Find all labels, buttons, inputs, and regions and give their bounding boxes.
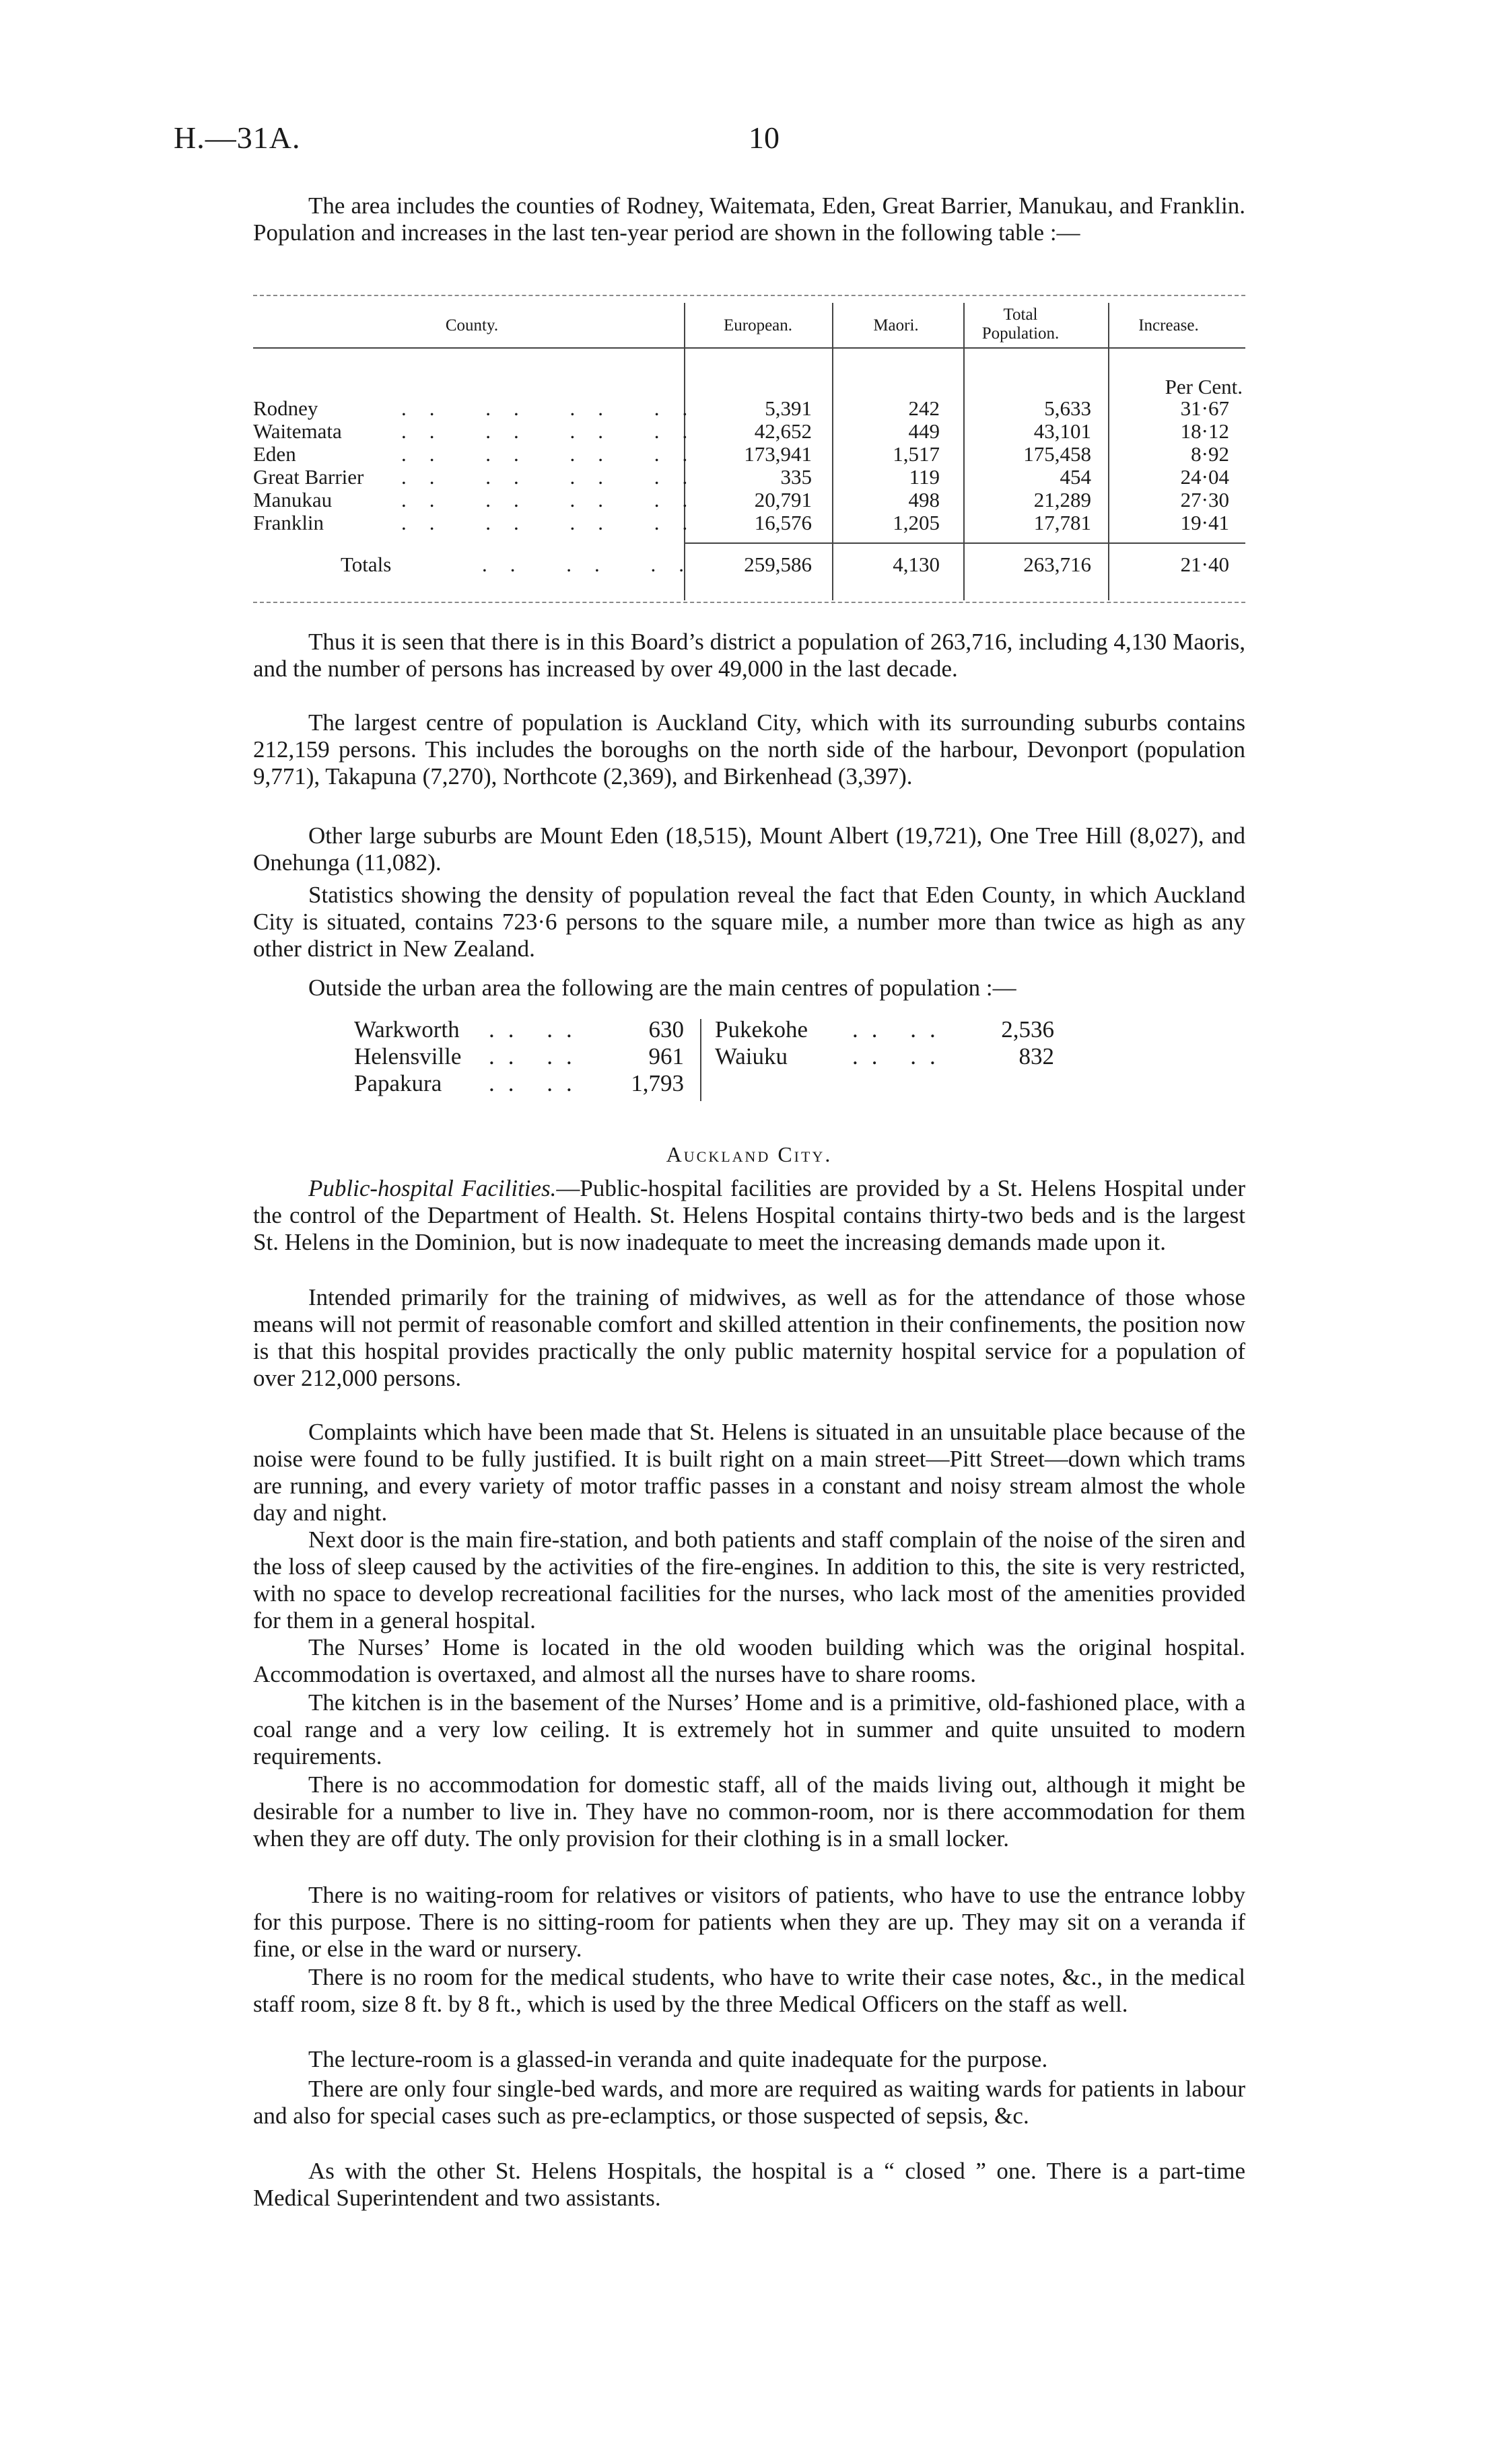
county-name: Waitemata xyxy=(253,419,342,443)
county-name: Manukau xyxy=(253,488,333,512)
paragraph-body: —Public-hospital facilities are provided by a St. Helens Hospital under the control of the Department of Health. St. Helens Hospital contains thirty-two beds and is the largest St. Helens in the Dominion, but is now inadequate to meet the increasing demands made upon it. xyxy=(253,1175,1245,1255)
page-number: 10 xyxy=(749,120,780,155)
maori-value: 119 xyxy=(909,465,940,489)
town-name: Papakura xyxy=(354,1070,442,1096)
section-title: Auckland City. xyxy=(666,1142,833,1166)
county-name: Eden xyxy=(253,442,296,466)
increase-value: 24·04 xyxy=(1180,465,1229,489)
county-name: Rodney xyxy=(253,396,318,420)
paragraph: There are only four single-bed wards, and more are required as waiting wards for patients in labour and also for special cases such as pre-eclamptics, or those suspected of sepsis, &c. xyxy=(253,2076,1245,2129)
leader-dots: .. .. .. xyxy=(482,553,707,576)
paragraph: There is no waiting-room for relatives or visitors of patients, who have to use the entrance lobby for this purpose. There is no sitting-room for patients when they are up. They may sit on a veranda if fine, or else in the ward or nursery. xyxy=(253,1882,1245,1962)
totals-total: 263,716 xyxy=(1023,553,1091,576)
table-top-rule xyxy=(253,295,1245,296)
paragraph: As with the other St. Helens Hospitals, the hospital is a “ closed ” one. There is a part-time Medical Superintendent and two assistants. xyxy=(253,2158,1245,2211)
european-value: 335 xyxy=(780,465,812,489)
column-divider xyxy=(700,1019,701,1101)
col-divider xyxy=(963,303,965,600)
leader-dots: .. .. .. .. xyxy=(401,396,711,420)
maori-value: 449 xyxy=(908,419,940,443)
col-header-maori: Maori. xyxy=(873,316,919,335)
paragraph: There is no room for the medical students, who have to write their case notes, &c., in the medical staff room, size 8 ft. by 8 ft., which is used by the three Medical Officers on the staff as well. xyxy=(253,1964,1245,2017)
total-value: 5,633 xyxy=(1044,396,1091,420)
maori-value: 1,517 xyxy=(893,442,940,466)
increase-value: 19·41 xyxy=(1180,511,1229,534)
total-value: 17,781 xyxy=(1033,511,1091,534)
leader-dots: .. .. xyxy=(852,1043,949,1069)
col-header-total: Total Population. xyxy=(981,306,1060,343)
european-value: 173,941 xyxy=(744,442,812,466)
paragraph: Intended primarily for the training of midwives, as well as for the attendance of those whose means will not permit of reasonable comfort and skilled attention in their confinements, the position now is that this hospital provides practically the only public maternity hospital service for a population of over 212,000 persons. xyxy=(253,1284,1245,1391)
paragraph: Outside the urban area the following are the main centres of population :— xyxy=(308,975,1016,1001)
paragraph-lead: Public-hospital Facilities. xyxy=(308,1175,557,1201)
town-population: 630 xyxy=(648,1016,684,1043)
col-header-european: European. xyxy=(723,316,793,335)
total-value: 454 xyxy=(1060,465,1091,489)
leader-dots: .. .. xyxy=(489,1070,586,1096)
leader-dots: .. .. xyxy=(489,1043,586,1069)
town-population: 1,793 xyxy=(631,1070,684,1096)
town-name: Warkworth xyxy=(354,1016,460,1043)
paragraph: Other large suburbs are Mount Eden (18,515), Mount Albert (19,721), One Tree Hill (8,027), and Onehunga (11,082). xyxy=(253,822,1245,876)
col-divider xyxy=(832,303,833,600)
leader-dots: .. .. xyxy=(489,1016,586,1043)
increase-unit: Per Cent. xyxy=(1165,375,1243,398)
leader-dots: .. .. xyxy=(852,1016,949,1043)
col-header-county: County. xyxy=(445,316,499,335)
total-value: 175,458 xyxy=(1023,442,1091,466)
totals-increase: 21·40 xyxy=(1180,553,1229,576)
maori-value: 1,205 xyxy=(893,511,940,534)
maori-value: 242 xyxy=(908,396,940,420)
paragraph xyxy=(253,1175,1245,1256)
european-value: 20,791 xyxy=(754,488,812,512)
col-divider xyxy=(1108,303,1109,600)
town-name: Waiuku xyxy=(715,1043,788,1069)
leader-dots: .. .. .. .. xyxy=(401,488,711,512)
county-population-table xyxy=(253,303,1245,600)
paragraph: Thus it is seen that there is in this Board’s district a population of 263,716, including 4,130 Maoris, and the number of persons has increased by over 49,000 in the last decade. xyxy=(253,629,1245,682)
leader-dots: .. .. .. .. xyxy=(401,442,711,466)
increase-value: 31·67 xyxy=(1180,396,1229,420)
town-population: 832 xyxy=(1018,1043,1054,1069)
leader-dots: .. .. .. .. xyxy=(401,465,711,489)
totals-maori: 4,130 xyxy=(893,553,940,576)
totals-label: Totals xyxy=(341,553,392,576)
town-population: 961 xyxy=(648,1043,684,1069)
paragraph: The lecture-room is a glassed-in veranda and quite inadequate for the purpose. xyxy=(308,2046,1048,2072)
paragraph: The largest centre of population is Auckland City, which with its surrounding suburbs contains 212,159 persons. This includes the boroughs on the north side of the harbour, Devonport (population 9,771), Takapuna (7,270), Northcote (2,369), and Birkenhead (3,397). xyxy=(253,709,1245,789)
paragraph: Statistics showing the density of population reveal the fact that Eden County, in which Auckland City is situated, contains 723·6 persons to the square mile, a number more than twice as high as any other district in New Zealand. xyxy=(253,882,1245,962)
maori-value: 498 xyxy=(908,488,940,512)
town-name: Pukekohe xyxy=(715,1016,808,1043)
paragraph: The kitchen is in the basement of the Nurses’ Home and is a primitive, old-fashioned place, with a coal range and a very low ceiling. It is extremely hot in summer and quite unsuited to modern requirements. xyxy=(253,1689,1245,1769)
increase-value: 27·30 xyxy=(1180,488,1229,512)
total-value: 43,101 xyxy=(1033,419,1091,443)
paragraph: There is no accommodation for domestic staff, all of the maids living out, although it might be desirable for a number to live in. They have no common-room, nor is there accommodation for them when they are off duty. The only provision for their clothing is in a small locker. xyxy=(253,1771,1245,1852)
paragraph: Complaints which have been made that St. Helens is situated in an unsuitable place because of the noise were found to be fully justified. It is built right on a main street—Pitt Street—down which trams are running, and every variety of motor traffic passes in a constant and noisy stream almost the whole day and night. xyxy=(253,1419,1245,1526)
european-value: 5,391 xyxy=(765,396,812,420)
document-reference: H.—31A. xyxy=(174,120,301,155)
town-population: 2,536 xyxy=(1001,1016,1054,1043)
table-bottom-rule xyxy=(253,602,1245,603)
increase-value: 18·12 xyxy=(1180,419,1229,443)
increase-value: 8·92 xyxy=(1191,442,1229,466)
col-header-increase: Increase. xyxy=(1138,316,1199,335)
county-name: Great Barrier xyxy=(253,465,364,489)
total-value: 21,289 xyxy=(1033,488,1091,512)
population-centres xyxy=(354,1016,1162,1104)
paragraph: Next door is the main fire-station, and both patients and staff complain of the noise of the siren and the loss of sleep caused by the activities of the fire-engines. In addition to this, the site is very restricted, with no space to develop recreational facilities for the nurses, who lack most of the amenities provided for them in a general hospital. xyxy=(253,1526,1245,1633)
paragraph: The Nurses’ Home is located in the old wooden building which was the original hospital. Accommodation is overtaxed, and almost all the nurses have to share rooms. xyxy=(253,1634,1245,1687)
county-name: Franklin xyxy=(253,511,324,534)
european-value: 16,576 xyxy=(754,511,812,534)
town-name: Helensville xyxy=(354,1043,462,1069)
leader-dots: .. .. .. .. xyxy=(401,419,711,443)
totals-rule xyxy=(684,542,1245,544)
european-value: 42,652 xyxy=(754,419,812,443)
header-rule xyxy=(253,347,1245,349)
leader-dots: .. .. .. .. xyxy=(401,511,711,534)
totals-european: 259,586 xyxy=(744,553,812,576)
intro-paragraph: The area includes the counties of Rodney, Waitemata, Eden, Great Barrier, Manukau, and Franklin. Population and increases in the last ten-year period are shown in the following table :— xyxy=(253,192,1245,246)
